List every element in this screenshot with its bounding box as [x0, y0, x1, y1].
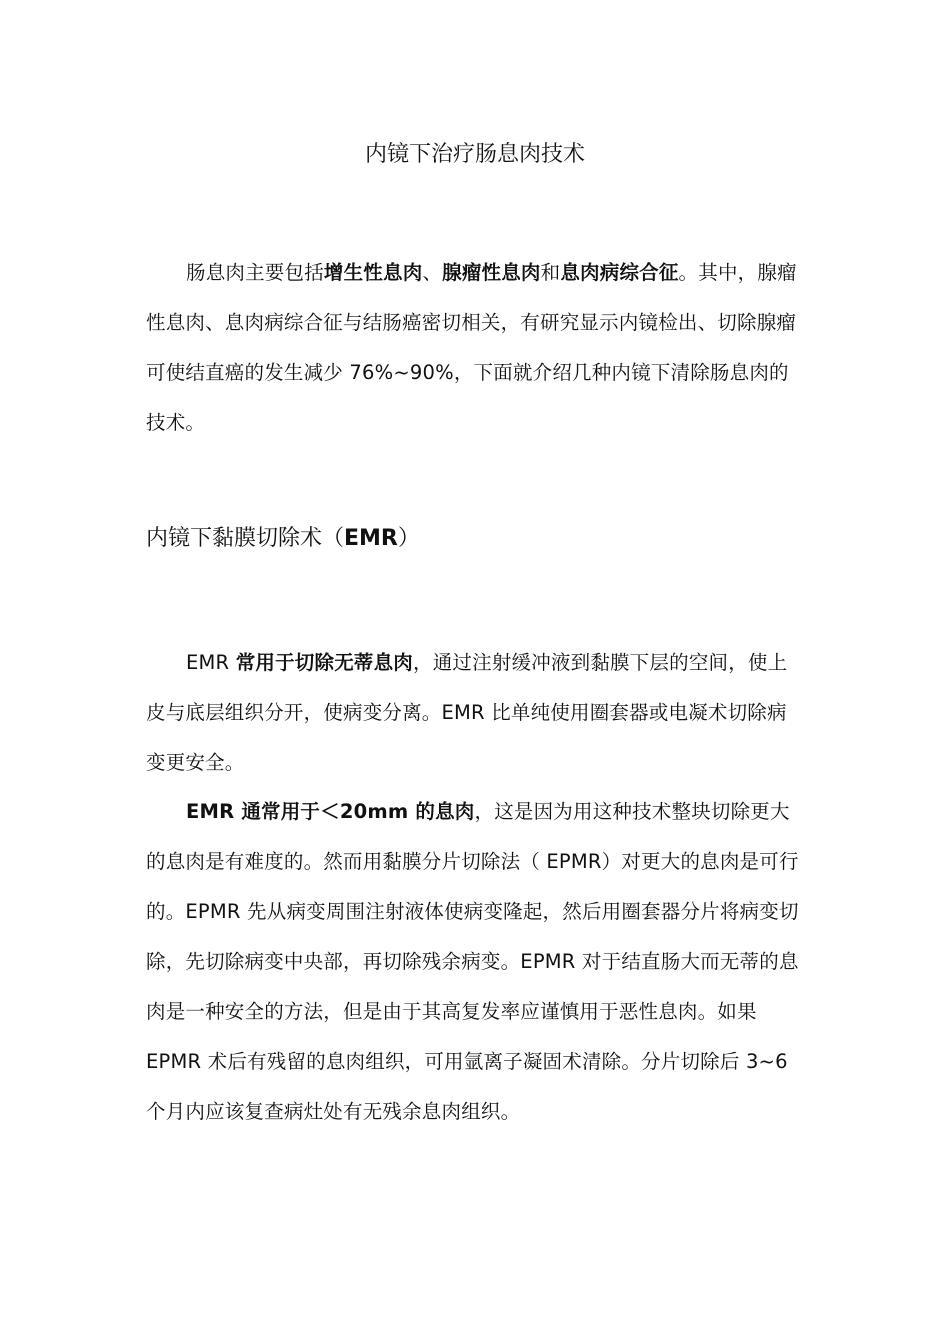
section-heading-suffix: ）	[397, 526, 420, 551]
section-heading-prefix: 内镜下黏膜切除术（	[146, 526, 345, 551]
emr-text-2: ，通过注射缓冲液到黏膜下层的空间，使上皮与底层组织分开，使病变分离。EMR 比单纯使用圈套器或电凝术切除病变更安全。	[146, 651, 788, 774]
epmr-text-1: ，这是因为用这种技术整块切除更大的息肉是有难度的。然而用黏膜分片切除法（ EPMR）对更大的息肉是可行的。EPMR 先从病变周围注射液体使病变隆起，然后用圈套器分片将病变切除，先切除病变中央部，再切除残余病变。EPMR 对于结直肠大而无蒂的息肉是一种安全的方法，但是由于其高复发率应谨慎用于恶性息肉。如果 EPMR 术后有残留的息肉组织，可用氩离子凝固术清除。分片切除后 3~6 个月内应该复查病灶处有无残余息肉组织。	[146, 800, 799, 1123]
intro-text-4: 。其中，腺瘤性息肉、息肉病综合征与结肠癌密切相关，有研究显示内镜检出、切除腺瘤可使结直癌的发生减少 76%~90%，下面就介绍几种内镜下清除肠息肉的技术。	[146, 261, 797, 434]
intro-bold-3: 息肉病综合征	[560, 261, 679, 284]
intro-text-2: 、	[422, 261, 443, 284]
intro-paragraph	[146, 248, 806, 448]
intro-text-3: 和	[540, 261, 561, 284]
section-heading-bold: EMR	[344, 526, 398, 551]
section-heading	[146, 522, 420, 556]
document-title: 内镜下治疗肠息肉技术	[364, 142, 585, 167]
emr-text-1: EMR	[186, 651, 236, 674]
emr-paragraph	[146, 638, 806, 788]
intro-bold-1: 增生性息肉	[323, 261, 423, 284]
epmr-bold-1: EMR 通常用于＜20mm 的息肉	[186, 800, 475, 823]
emr-bold-1: 常用于切除无蒂息肉	[235, 651, 414, 674]
intro-bold-2: 腺瘤性息肉	[442, 261, 541, 284]
epmr-paragraph	[146, 787, 806, 1137]
intro-text-1: 肠息肉主要包括	[186, 261, 324, 284]
